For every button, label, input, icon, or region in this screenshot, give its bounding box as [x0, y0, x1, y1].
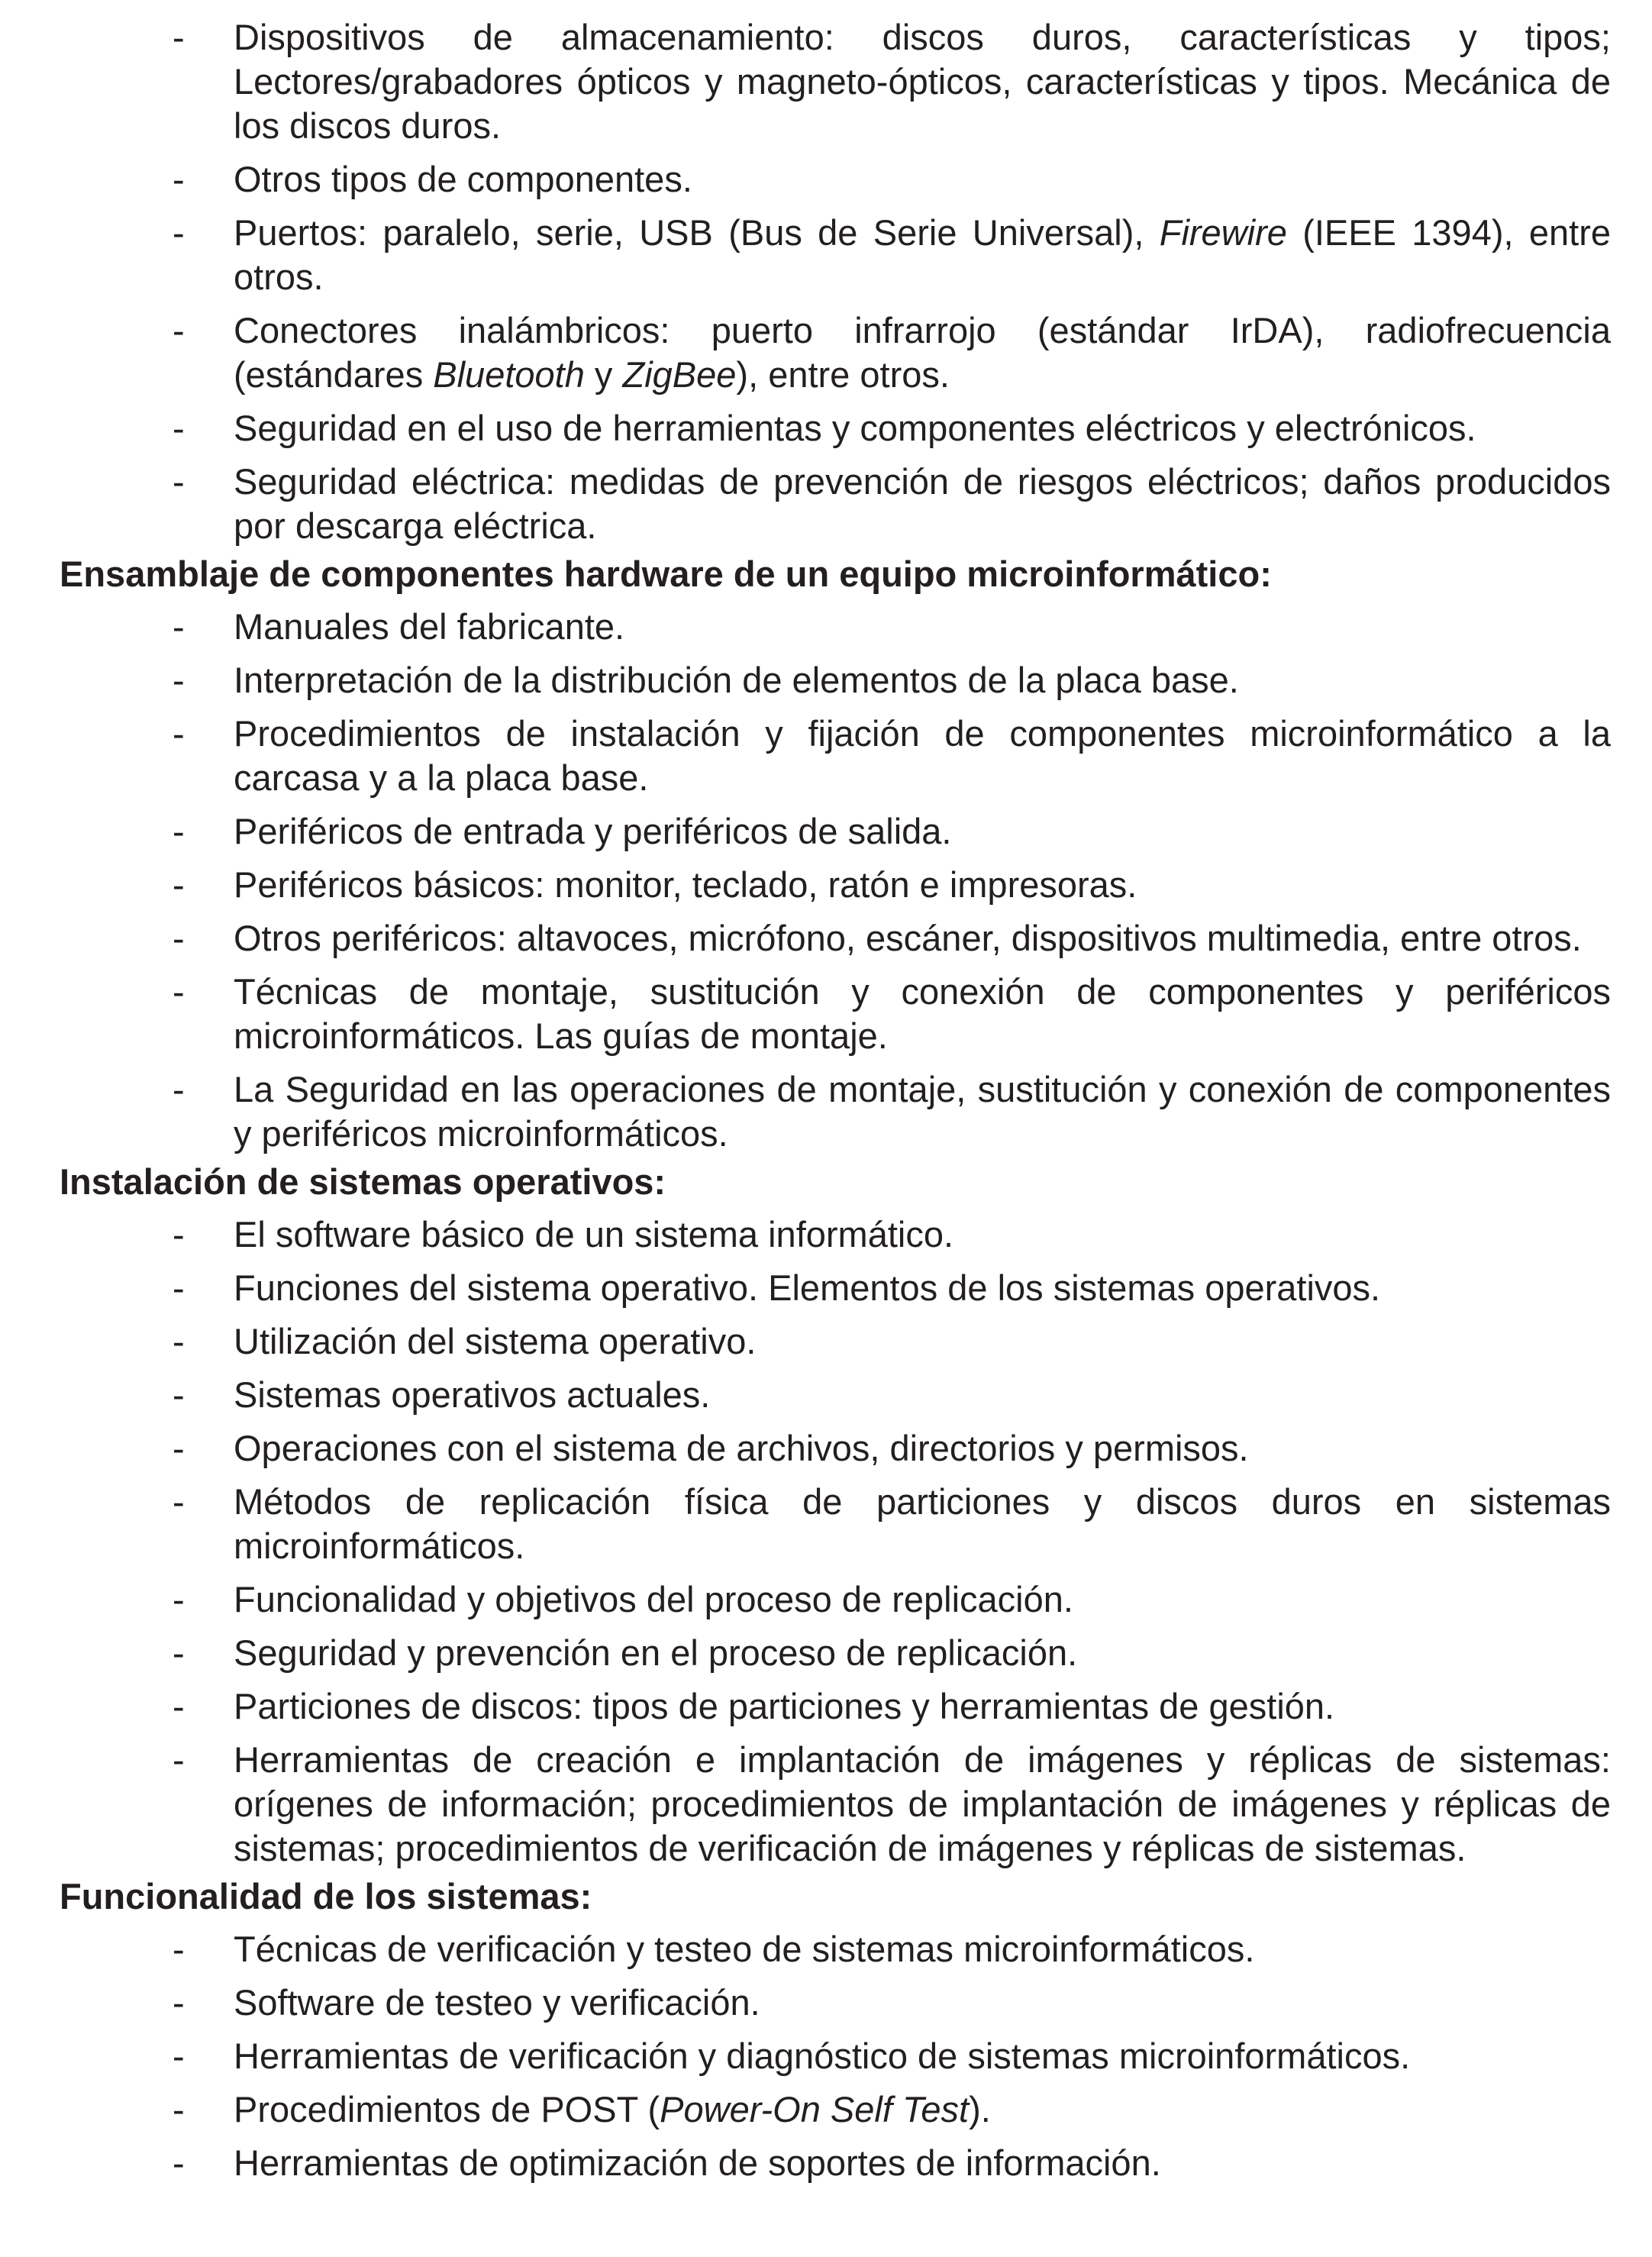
list-item-text [234, 211, 1611, 299]
bullet-dash: - [173, 1321, 185, 1361]
bullet-dash: - [173, 408, 185, 448]
text-run: La Seguridad en las operaciones de montaje, sustitución y conexión de componentes y periféricos microinformáticos. [234, 1069, 1611, 1154]
list-item-text [234, 1319, 1611, 1364]
list-item-text [234, 1373, 1611, 1417]
text-run: Funciones del sistema operativo. Elementos de los sistemas operativos. [234, 1267, 1381, 1308]
text-run: Herramientas de optimización de soportes de información. [234, 2142, 1161, 2183]
list-item-text [234, 1927, 1611, 1971]
bullet-dash: - [173, 971, 185, 1012]
list-item [0, 157, 1652, 202]
list-item [0, 970, 1652, 1058]
text-run: Seguridad y prevención en el proceso de replicación. [234, 1632, 1078, 1673]
text-run: Particiones de discos: tipos de particiones y herramientas de gestión. [234, 1686, 1335, 1726]
text-run: Sistemas operativos actuales. [234, 1374, 711, 1415]
bullet-dash: - [173, 212, 185, 253]
text-run: ). [969, 2089, 991, 2129]
list-item-text [234, 1266, 1611, 1310]
bullet-dash: - [173, 606, 185, 647]
list-item [0, 1631, 1652, 1675]
list-item [0, 809, 1652, 854]
text-run: Interpretación de la distribución de elementos de la placa base. [234, 660, 1239, 700]
list-item-text [234, 1981, 1611, 2025]
list-item [0, 1373, 1652, 1417]
text-run: Periféricos básicos: monitor, teclado, ratón e impresoras. [234, 864, 1137, 905]
list-item-text [234, 2087, 1611, 2132]
list-item-text [234, 1212, 1611, 1257]
list-item-text [234, 605, 1611, 649]
text-run: Puertos: paralelo, serie, USB (Bus de Serie Universal), [234, 212, 1160, 253]
bullet-dash: - [173, 1686, 185, 1726]
text-run: Herramientas de verificación y diagnóstico de sistemas microinformáticos. [234, 2036, 1411, 2076]
list-item [0, 15, 1652, 148]
list-item-text [234, 1577, 1611, 1622]
list-item [0, 1480, 1652, 1568]
italic-term: Firewire [1159, 212, 1287, 253]
section-heading: Ensamblaje de componentes hardware de un equipo microinformático: [60, 554, 1272, 594]
list-item [0, 863, 1652, 907]
bullet-dash: - [173, 918, 185, 958]
list-item [0, 1927, 1652, 1971]
bullet-dash: - [173, 2036, 185, 2076]
bullet-dash: - [173, 660, 185, 700]
list-item [0, 1738, 1652, 1871]
list-item [0, 605, 1652, 649]
list-item [0, 1684, 1652, 1729]
text-run: Periféricos de entrada y periféricos de salida. [234, 811, 952, 851]
bullet-dash: - [173, 17, 185, 57]
list-item-text [234, 712, 1611, 800]
text-run: Otros tipos de componentes. [234, 159, 692, 199]
text-run: Seguridad en el uso de herramientas y componentes eléctricos y electrónicos. [234, 408, 1476, 448]
list-item [0, 1426, 1652, 1471]
text-run: Manuales del fabricante. [234, 606, 625, 647]
section-heading: Funcionalidad de los sistemas: [60, 1876, 592, 1916]
text-run: Métodos de replicación física de particiones y discos duros en sistemas microinformáticos. [234, 1481, 1611, 1566]
list-item [0, 1266, 1652, 1310]
text-run: Software de testeo y verificación. [234, 1982, 760, 2023]
bullet-dash: - [173, 2142, 185, 2183]
list-item-text [234, 916, 1611, 961]
bullet-dash: - [173, 1579, 185, 1619]
list-item [0, 2141, 1652, 2185]
list-item-text [234, 1067, 1611, 1156]
bullet-dash: - [173, 1214, 185, 1254]
list-item-text [234, 157, 1611, 202]
text-run: Utilización del sistema operativo. [234, 1321, 757, 1361]
text-run: Otros periféricos: altavoces, micrófono, escáner, dispositivos multimedia, entre otros. [234, 918, 1582, 958]
list-item-text [234, 1684, 1611, 1729]
bullet-dash: - [173, 1982, 185, 2023]
list-item-text [234, 460, 1611, 548]
bullet-dash: - [173, 1267, 185, 1308]
list-item [0, 1319, 1652, 1364]
text-run: Procedimientos de instalación y fijación de componentes microinformático a la carcasa y a la placa base. [234, 713, 1611, 798]
bullet-dash: - [173, 1374, 185, 1415]
text-run: Seguridad eléctrica: medidas de prevención de riesgos eléctricos; daños producidos por descarga eléctrica. [234, 461, 1611, 546]
list-item [0, 406, 1652, 450]
list-item-text [234, 308, 1611, 397]
list-item-text [234, 809, 1611, 854]
list-item-text [234, 15, 1611, 148]
text-run: ), entre otros. [736, 354, 950, 395]
bullet-dash: - [173, 159, 185, 199]
list-item [0, 1067, 1652, 1156]
text-run: Dispositivos de almacenamiento: discos duros, características y tipos; Lectores/grabadores ópticos y magneto-ópticos, características y tipos. Mecánica de los discos duros. [234, 17, 1611, 146]
bullet-dash: - [173, 1428, 185, 1468]
text-run: Técnicas de verificación y testeo de sistemas microinformáticos. [234, 1929, 1255, 1969]
text-run: Técnicas de montaje, sustitución y conexión de componentes y periféricos microinformáticos. Las guías de montaje. [234, 971, 1611, 1056]
list-item-text [234, 406, 1611, 450]
italic-term: Power-On Self Test [660, 2089, 970, 2129]
section-heading: Instalación de sistemas operativos: [60, 1161, 666, 1202]
bullet-dash: - [173, 310, 185, 350]
list-item [0, 1577, 1652, 1622]
list-item-text [234, 658, 1611, 702]
list-item-text [234, 1631, 1611, 1675]
list-item-text [234, 1738, 1611, 1871]
list-item [0, 460, 1652, 548]
list-item [0, 308, 1652, 397]
bullet-dash: - [173, 1069, 185, 1109]
list-item-text [234, 1480, 1611, 1568]
bullet-dash: - [173, 1632, 185, 1673]
bullet-dash: - [173, 1739, 185, 1780]
list-item [0, 658, 1652, 702]
text-run: Procedimientos de POST ( [234, 2089, 660, 2129]
bullet-dash: - [173, 2089, 185, 2129]
list-item [0, 2034, 1652, 2078]
text-run: Conectores inalámbricos: puerto infrarrojo (estándar IrDA), radiofrecuencia (estándares [234, 310, 1611, 395]
list-item [0, 712, 1652, 800]
list-item-text [234, 1426, 1611, 1471]
list-item-text [234, 2034, 1611, 2078]
text-run: Funcionalidad y objetivos del proceso de replicación. [234, 1579, 1073, 1619]
text-run: Herramientas de creación e implantación de imágenes y réplicas de sistemas: orígenes de información; procedimientos de implantación de imágenes y réplicas de sistemas; procedimientos de verificación de imágenes y réplicas de sistemas. [234, 1739, 1611, 1868]
list-item [0, 1981, 1652, 2025]
italic-term: Bluetooth [433, 354, 585, 395]
list-item-text [234, 863, 1611, 907]
text-run: y [584, 354, 623, 395]
list-item-text [234, 970, 1611, 1058]
list-item [0, 211, 1652, 299]
bullet-dash: - [173, 811, 185, 851]
bullet-dash: - [173, 1481, 185, 1522]
list-item [0, 2087, 1652, 2132]
bullet-dash: - [173, 713, 185, 754]
text-run: Operaciones con el sistema de archivos, directorios y permisos. [234, 1428, 1249, 1468]
list-item [0, 1212, 1652, 1257]
bullet-dash: - [173, 864, 185, 905]
list-item-text [234, 2141, 1611, 2185]
bullet-dash: - [173, 1929, 185, 1969]
text-run: (IEEE 1394), entre otros. [234, 212, 1611, 297]
italic-term: ZigBee [622, 354, 737, 395]
list-item [0, 916, 1652, 961]
text-run: El software básico de un sistema informático. [234, 1214, 954, 1254]
bullet-dash: - [173, 461, 185, 502]
